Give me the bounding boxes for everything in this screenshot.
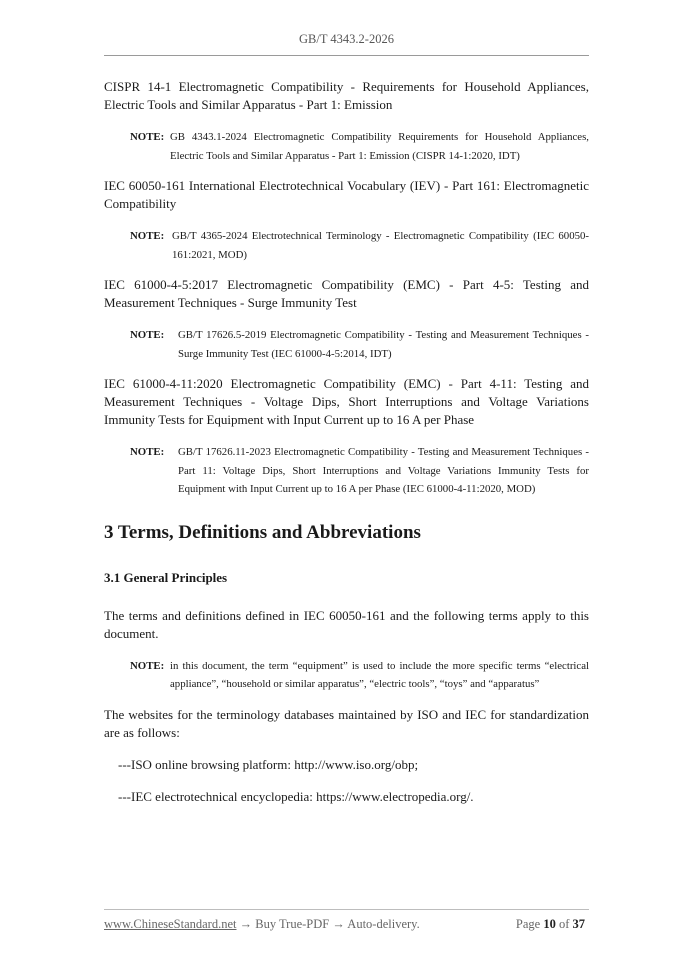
section-paragraph: The terms and definitions defined in IEC 60050-161 and the following terms apply to this document. <box>104 607 589 641</box>
section-heading: 3 Terms, Definitions and Abbreviations <box>104 521 421 543</box>
reference-entry: IEC 61000-4-11:2020 Electromagnetic Compatibility (EMC) - Part 4-11: Testing and Measurement Techniques - Voltage Dips, Short Interruptions and Voltage Variations Immunity Tests for Equipment with Input Current up to 16 A per Phase <box>104 376 589 427</box>
document-body <box>104 78 589 806</box>
note-text: GB/T 17626.5-2019 Electromagnetic Compatibility - Testing and Measurement Techniques - Surge Immunity Test (IEC 61000-4-5:2014, IDT) <box>178 329 589 360</box>
page-of: of <box>558 917 570 931</box>
reference-entry: IEC 60050-161 International Electrotechnical Vocabulary (IEV) - Part 161: Electromagnetic Compatibility <box>104 178 589 211</box>
page-header: GB/T 4343.2-2026 <box>299 32 394 46</box>
note-label: NOTE: <box>130 131 165 143</box>
page-footer <box>104 917 589 935</box>
page-label: Page <box>515 917 541 931</box>
note-text: in this document, the term “equipment” is used to include the more specific terms “electrical appliance”, “household or similar apparatus”, “electric tools”, “toys” and “apparatus” <box>170 659 589 690</box>
header-divider <box>104 55 589 56</box>
reference-note <box>130 443 589 499</box>
reference-note <box>130 326 589 363</box>
note-label: NOTE: <box>130 446 165 458</box>
note-text: GB/T 4365-2024 Electrotechnical Terminology - Electromagnetic Compatibility (IEC 60050-161:2021, MOD) <box>172 230 589 261</box>
note-text: GB/T 17626.11-2023 Electromagnetic Compatibility - Testing and Measurement Techniques - Part 11: Voltage Dips, Short Interruptions and Voltage Variations Immunity Tests for Equipment with Input Current up to 16 A per Phase (IEC 61000-4-11:2020, MOD) <box>178 446 589 495</box>
subsection-heading: 3.1 General Principles <box>104 569 228 585</box>
note-label: NOTE: <box>130 659 165 672</box>
website-link[interactable]: www.ChineseStandard.net <box>104 917 237 931</box>
reference-note <box>130 227 589 264</box>
page-current: 10 <box>543 917 556 931</box>
footer-tagline: → Buy True-PDF → Auto-delivery. <box>236 917 420 931</box>
section-note <box>130 657 589 694</box>
footer-promo <box>104 917 420 932</box>
list-item: ---ISO online browsing platform: http://www.iso.org/obp; <box>118 756 419 772</box>
reference-entry: CISPR 14-1 Electromagnetic Compatibility - Requirements for Household Appliances, Electric Tools and Similar Apparatus - Part 1: Emission <box>104 79 589 112</box>
page-number <box>516 917 585 932</box>
note-label: NOTE: <box>130 230 165 242</box>
section-paragraph: The websites for the terminology databases maintained by ISO and IEC for standardization are as follows: <box>104 706 589 740</box>
reference-entry: IEC 61000-4-5:2017 Electromagnetic Compatibility (EMC) - Part 4-5: Testing and Measurement Techniques - Surge Immunity Test <box>104 277 589 310</box>
note-text: GB 4343.1-2024 Electromagnetic Compatibility Requirements for Household Appliances, Electric Tools and Similar Apparatus - Part 1: Emission (CISPR 14-1:2020, IDT) <box>170 131 589 162</box>
page-total: 37 <box>572 917 585 931</box>
reference-note <box>130 128 589 165</box>
list-item: ---IEC electrotechnical encyclopedia: https://www.electropedia.org/. <box>118 788 474 804</box>
note-label: NOTE: <box>130 329 165 341</box>
footer-divider <box>104 909 589 910</box>
